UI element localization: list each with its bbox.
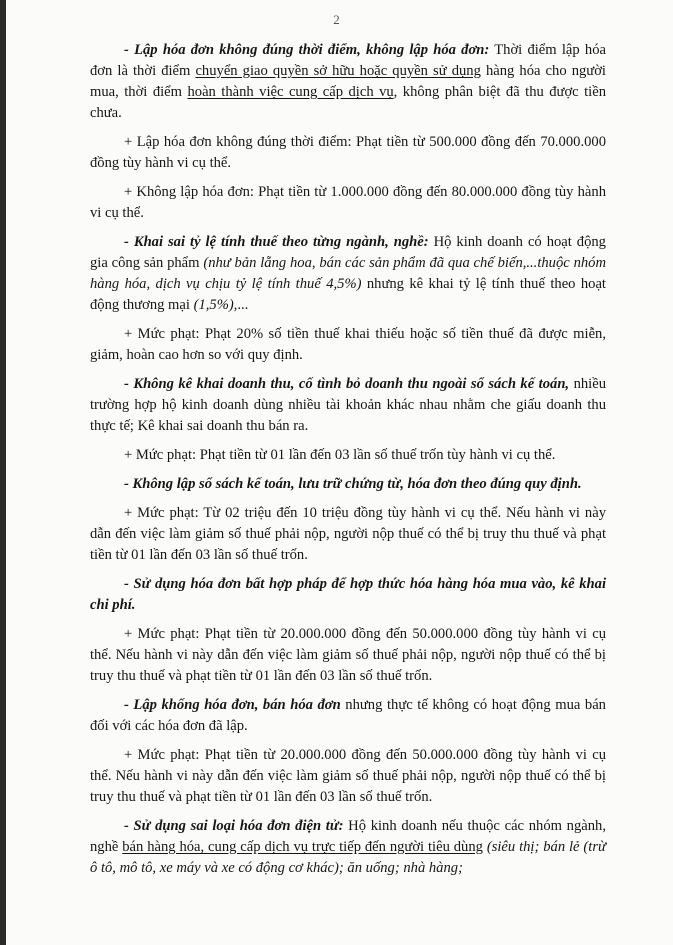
paragraph: [90, 816, 606, 879]
text-run: nhưng kê khai tỷ lệ tính thuế theo hoạt động thương mại: [90, 276, 606, 313]
paragraph: [90, 374, 606, 437]
paragraph: [90, 232, 606, 316]
paragraph: [90, 574, 606, 616]
text-run: hoàn thành việc cung cấp dịch vụ: [187, 84, 394, 100]
text-run: - Không kê khai doanh thu, cố tình bỏ doanh thu ngoài sổ sách kế toán,: [124, 376, 570, 392]
text-run: ,...: [233, 297, 249, 313]
text-run: - Sử dụng sai loại hóa đơn điện tử:: [124, 818, 344, 834]
paragraph-gap: [90, 316, 606, 324]
text-run: - Lập hóa đơn không đúng thời điểm, không lập hóa đơn:: [124, 42, 490, 58]
paragraph-gap: [90, 566, 606, 574]
text-run: (1,5%): [193, 297, 234, 313]
text-run: - Sử dụng hóa đơn bất hợp pháp để hợp thức hóa hàng hóa mua vào, kê khai chi phí.: [90, 576, 606, 613]
paragraph-gap: [90, 495, 606, 503]
text-run: + Mức phạt: Phạt tiền từ 01 lần đến 03 lần số thuế trốn tùy hành vi cụ thể.: [124, 447, 556, 463]
paragraph: [90, 503, 606, 566]
text-run: + Mức phạt: Phạt tiền từ 20.000.000 đồng đến 50.000.000 đồng tùy hành vi cụ thể. Nếu hành vi này dẫn đến việc làm giảm số thuế phải nộp, người nộp thuế có thể bị truy thu thuế và phạt tiền từ 01 lần đến 03 lần số thuế trốn.: [90, 747, 606, 805]
paragraph-gap: [90, 808, 606, 816]
paragraph: [90, 474, 606, 495]
paragraph: [90, 745, 606, 808]
text-run: chuyển giao quyền sở hữu hoặc quyền sử dụng: [195, 63, 481, 79]
text-run: , không phân biệt đã thu được tiền chưa.: [90, 84, 606, 121]
paragraph: [90, 40, 606, 124]
paragraph-gap: [90, 687, 606, 695]
text-run: (siêu thị; bán lẻ (trừ ô tô, mô tô, xe máy và xe có động cơ khác); ăn uống; nhà hàng;: [90, 839, 606, 876]
text-run: + Không lập hóa đơn: Phạt tiền từ 1.000.000 đồng đến 80.000.000 đồng tùy hành vi cụ thể.: [90, 184, 606, 221]
text-run: hàng hóa cho người mua, thời điểm: [90, 63, 606, 100]
paragraph: [90, 182, 606, 224]
document-body: [90, 40, 606, 879]
paragraph-gap: [90, 174, 606, 182]
text-run: + Lập hóa đơn không đúng thời điểm: Phạt tiền từ 500.000 đồng đến 70.000.000 đồng tùy hành vi cụ thể.: [90, 134, 606, 171]
text-run: Hộ kinh doanh có hoạt động gia công sản phẩm: [90, 234, 606, 271]
text-run: Thời điểm lập hóa đơn là thời điểm: [90, 42, 606, 79]
text-run: + Mức phạt: Phạt tiền từ 20.000.000 đồng đến 50.000.000 đồng tùy hành vi cụ thể. Nếu hành vi này dẫn đến việc làm giảm số thuế phải nộp, người nộp thuế có thể bị truy thu thuế và phạt tiền từ 01 lần đến 03 lần số thuế trốn.: [90, 626, 606, 684]
paragraph: [90, 695, 606, 737]
text-run: Hộ kinh doanh nếu thuộc các nhóm ngành, nghề: [90, 818, 606, 855]
text-run: + Mức phạt: Phạt 20% số tiền thuế khai thiếu hoặc số tiền thuế đã được miễn, giảm, hoàn cao hơn so với quy định.: [90, 326, 606, 363]
paragraph: [90, 624, 606, 687]
paragraph-gap: [90, 737, 606, 745]
text-run: + Mức phạt: Từ 02 triệu đến 10 triệu đồng tùy hành vi cụ thể. Nếu hành vi này dẫn đến việc làm giảm số thuế phải nộp, người nộp thuế có thể bị truy thu thuế và phạt tiền từ 01 lần đến 03 lần số thuế trốn.: [90, 505, 606, 563]
paragraph-gap: [90, 437, 606, 445]
paragraph-gap: [90, 224, 606, 232]
text-run: bán hàng hóa, cung cấp dịch vụ trực tiếp đến người tiêu dùng: [122, 839, 483, 855]
text-run: nhiều trường hợp hộ kinh doanh dùng nhiều tài khoản khác nhau nhằm che giấu doanh thu thực tế; Kê khai sai doanh thu bán ra.: [90, 376, 606, 434]
paragraph: [90, 132, 606, 174]
paragraph-gap: [90, 616, 606, 624]
text-run: nhưng thực tế không có hoạt động mua bán đối với các hóa đơn đã lập.: [90, 697, 606, 734]
paragraph-gap: [90, 466, 606, 474]
paragraph-gap: [90, 124, 606, 132]
text-run: - Không lập sổ sách kế toán, lưu trữ chứng từ, hóa đơn theo đúng quy định.: [124, 476, 582, 492]
text-run: - Lập khống hóa đơn, bán hóa đơn: [124, 697, 341, 713]
page-number: 2: [333, 12, 340, 27]
paragraph: [90, 324, 606, 366]
text-run: - Khai sai tỷ lệ tính thuế theo từng ngành, nghề:: [124, 234, 429, 250]
page-edge-shadow: [0, 0, 6, 945]
paragraph: [90, 445, 606, 466]
text-run: (như bản lẵng hoa, bán các sản phẩm đã qua chế biến,...thuộc nhóm hàng hóa, dịch vụ chịu tỷ lệ tính thuế 4,5%): [90, 255, 606, 292]
paragraph-gap: [90, 366, 606, 374]
